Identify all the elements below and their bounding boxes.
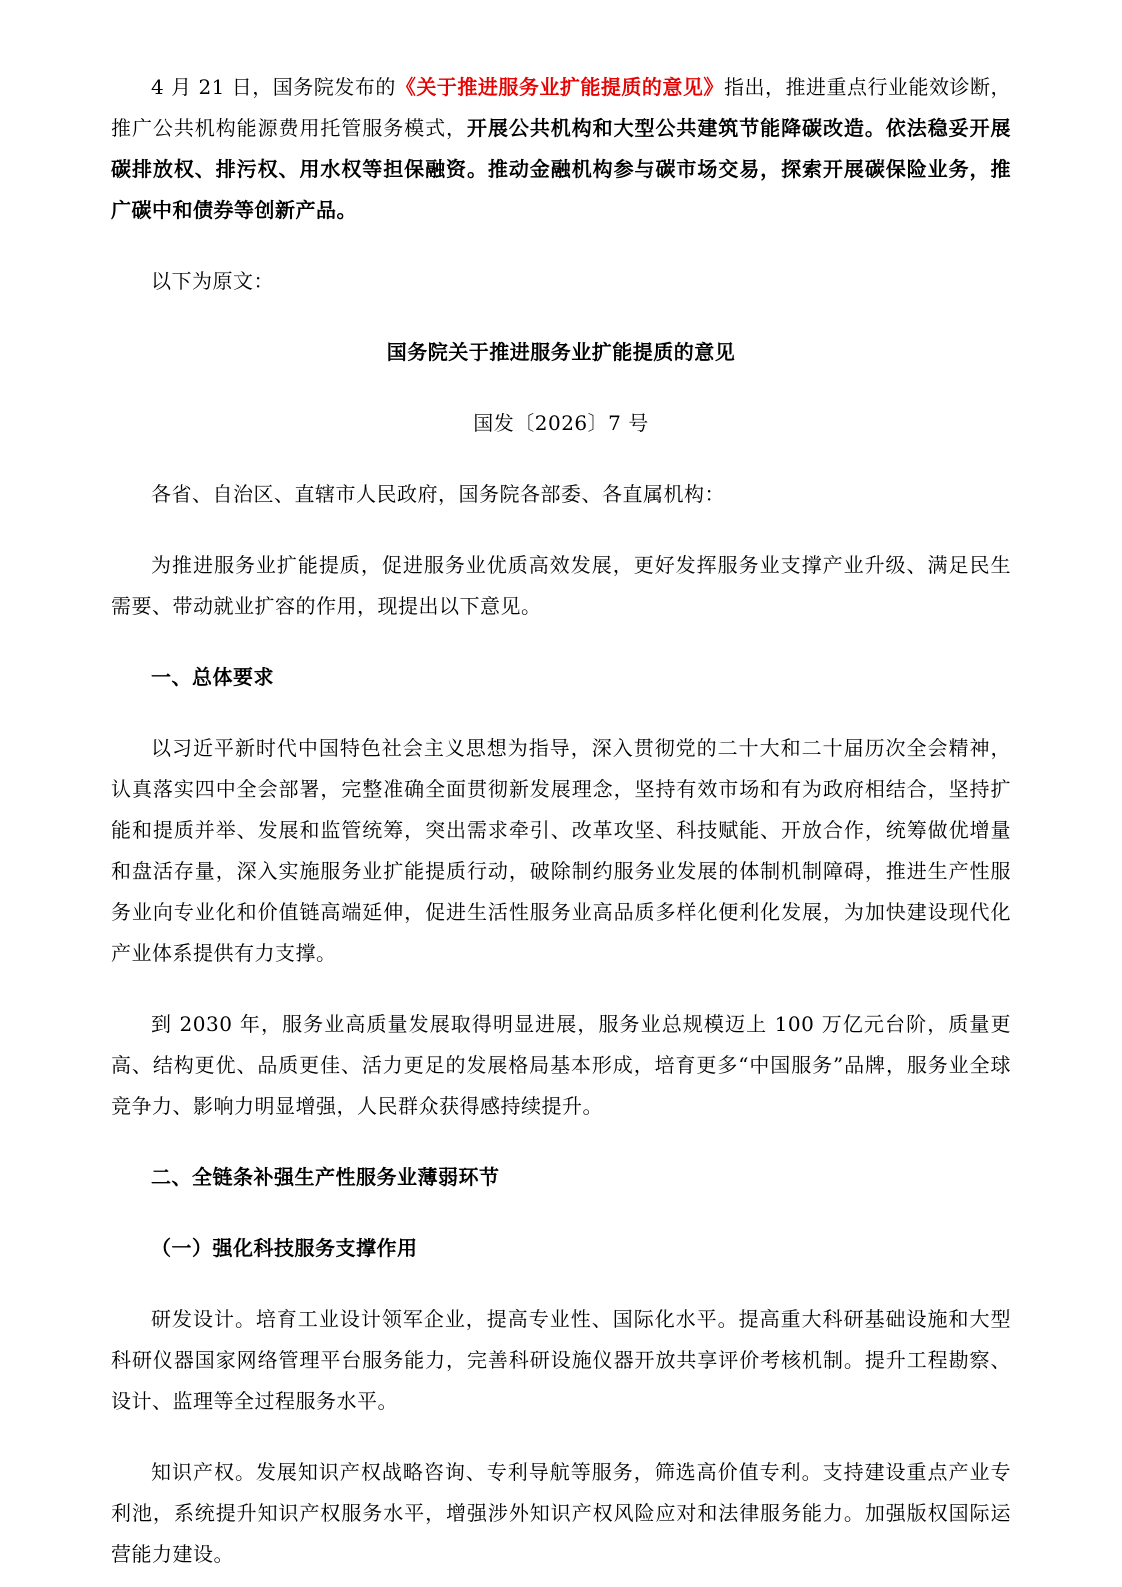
- intellectual-property-paragraph: 知识产权。发展知识产权战略咨询、专利导航等服务，筛选高价值专利。支持建设重点产业专利池，系统提升知识产权服务水平，增强涉外知识产权风险应对和法律服务能力。加强版权国际运营能力建设。: [111, 1460, 1011, 1566]
- intro-text-middle: 指出，推进重点行业能效诊断，推广公共机构能源费用托管服务模式，: [111, 75, 1012, 140]
- document-title: 国务院关于推进服务业扩能提质的意见: [386, 340, 736, 364]
- rd-design-paragraph: 研发设计。培育工业设计领军企业，提高专业性、国际化水平。提高重大科研基础设施和大型科研仪器国家网络管理平台服务能力，完善科研设施仪器开放共享评价考核机制。提升工程勘察、设计、监理等全过程服务水平。: [111, 1307, 1011, 1413]
- section1-heading: 一、总体要求: [151, 665, 274, 689]
- guiding-ideology-paragraph: 以习近平新时代中国特色社会主义思想为指导，深入贯彻党的二十大和二十届历次全会精神，认真落实四中全会部署，完整准确全面贯彻新发展理念，坚持有效市场和有为政府相结合，坚持扩能和提质并举、发展和监管统筹，突出需求牵引、改革攻坚、科技赋能、开放合作，统筹做优增量和盘活存量，深入实施服务业扩能提质行动，破除制约服务业发展的体制机制障碍，推进生产性服务业向专业化和价值链高端延伸，促进生活性服务业高品质多样化便利化发展，为加快建设现代化产业体系提供有力支撑。: [111, 736, 1011, 965]
- document-number: 国发〔2026〕7 号: [473, 411, 649, 435]
- intro-paragraph: [111, 67, 1011, 231]
- development-goals-paragraph: 到 2030 年，服务业高质量发展取得明显进展，服务业总规模迈上 100 万亿元台阶，质量更高、结构更优、品质更佳、活力更足的发展格局基本形成，培育更多“中国服务”品牌，服务业全球竞争力、影响力明显增强，人民群众获得感持续提升。: [111, 1012, 1011, 1118]
- subsection2-1-heading: （一）强化科技服务支撑作用: [151, 1236, 418, 1260]
- preamble-paragraph: 为推进服务业扩能提质，促进服务业优质高效发展，更好发挥服务业支撑产业升级、满足民生需要、带动就业扩容的作用，现提出以下意见。: [111, 553, 1011, 618]
- section2-heading: 二、全链条补强生产性服务业薄弱环节: [151, 1165, 500, 1189]
- source-note: 以下为原文：: [151, 269, 274, 293]
- policy-document-link[interactable]: 《关于推进服务业扩能提质的意见》: [395, 75, 724, 99]
- intro-text-prefix: 4 月 21 日，国务院发布的: [151, 75, 396, 99]
- intro-text-bold-tail: 开展公共机构和大型公共建筑节能降碳改造。依法稳妥开展碳排放权、排污权、用水权等担保融资。推动金融机构参与碳市场交易，探索开展碳保险业务，推广碳中和债券等创新产品。: [111, 116, 1012, 222]
- salutation: 各省、自治区、直辖市人民政府，国务院各部委、各直属机构：: [151, 482, 725, 506]
